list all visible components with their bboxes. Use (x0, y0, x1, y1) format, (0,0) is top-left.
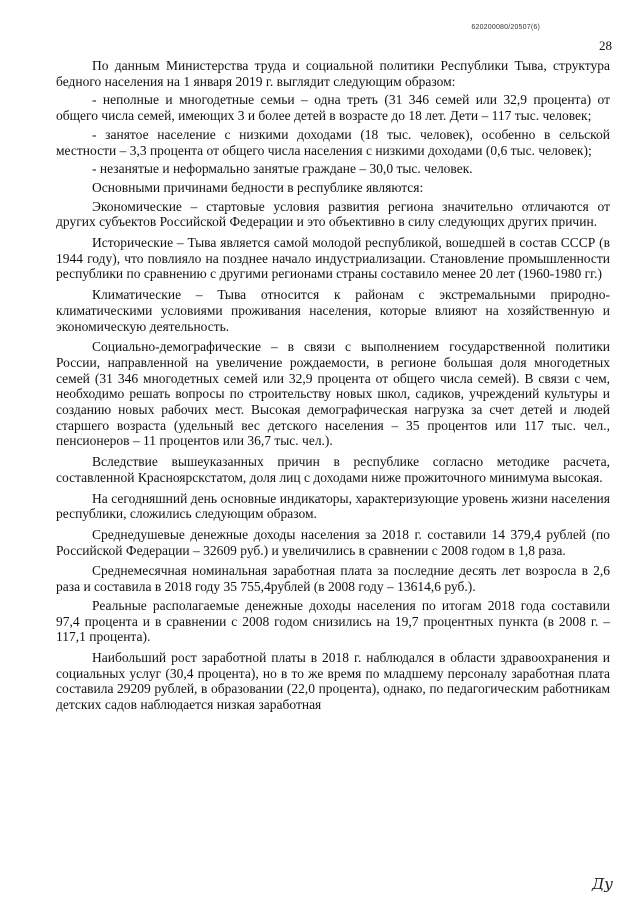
document-body (56, 58, 610, 716)
paragraph-real-income: Реальные располагаемые денежные доходы населения по итогам 2018 года составили 97,4 процента и в сравнении с 2008 годом снизились на 19,7 процентных пункта (в 2008 г. – 117,1 процента). (56, 597, 610, 645)
paragraph-indicators: На сегодняшний день основные индикаторы, характеризующие уровень жизни населения республики, сложились следующим образом. (56, 490, 610, 522)
page-number: 28 (599, 38, 612, 53)
document-id: 620200080/20507(6) (471, 24, 540, 31)
paragraph-intro: По данным Министерства труда и социальной политики Республики Тыва, структура бедного населения на 1 января 2019 г. выглядит следующим образом: (56, 58, 610, 89)
paragraph-income: Среднедушевые денежные доходы населения за 2018 г. составили 14 379,4 рублей (по Российской Федерации – 32609 руб.) и увеличились в сравнении с 2008 годом в 1,8 раза. (56, 526, 610, 558)
paragraph-list-item: - незанятые и неформально занятые граждане – 30,0 тыс. человек. (92, 161, 473, 177)
paragraph-list-item: - занятое население с низкими доходами (18 тыс. человек), особенно в сельской местности – 3,3 процента от общего числа населения с низкими доходами (0,6 тыс. человек); (56, 126, 610, 158)
paragraph-socio-demographic: Социально-демографические – в связи с выполнением государственной политики России, направленной на увеличение рождаемости, в регионе большая доля многодетных семей (31 346 многодетных семей или 32,9 процента от общего числа семей). В связи с чем, необходимо решать вопросы по строительству новых школ, садиков, учреждений культуры и созданию новых рабочих мест. Высокая демографическая нагрузка за счет детей и людей старшего возраста (удельный вес детского населения – 35 процентов или 117 тыс. чел., пенсионеров – 11 процентов или 36,7 тыс. чел.). (56, 339, 610, 449)
paragraph-economic: Экономические – стартовые условия развития региона значительно отличаются от других субъектов Российской Федерации и это объективно в силу следующих других причин. (56, 198, 610, 230)
paragraph-wage-growth: Наибольший рост заработной платы в 2018 г. наблюдался в области здравоохранения и социальных услуг (30,4 процента), но в то же время по младшему персоналу заработная плата составила 29209 рублей, в образовании (22,0 процента), однако, по педагогическим работникам детских садов наблюдается низкая заработная (56, 649, 610, 713)
paragraph-list-item: - неполные и многодетные семьи – одна треть (31 346 семей или 32,9 процента) от общего числа семей, имеющих 3 и более детей в возрасте до 18 лет. Дети – 117 тыс. человек; (56, 92, 610, 124)
paragraph-wages: Среднемесячная номинальная заработная плата за последние десять лет возросла в 2,6 раза и составила в 2018 году 35 755,4рублей (в 2008 году – 13614,6 руб.). (56, 563, 610, 595)
paragraph-causes-heading: Основными причинами бедности в республике являются: (92, 179, 424, 195)
handwritten-initials (590, 873, 618, 895)
initials-mark: Ду (592, 875, 613, 893)
paragraph-climatic: Климатические – Тыва относится к районам с экстремальными природно-климатическими условиями проживания населения, которые влияют на хозяйственную и экономическую деятельность. (56, 287, 610, 334)
paragraph-consequence: Вследствие вышеуказанных причин в республике согласно методике расчета, составленной Красноярскстатом, доля лиц с доходами ниже прожиточного минимума высокая. (56, 454, 610, 485)
paragraph-historical: Исторические – Тыва является самой молодой республикой, вошедшей в состав СССР (в 1944 году), что повлияло на позднее начало индустриализации. Становление промышленности республики по сравнению с другими регионами страны составило менее 20 лет (1960-1980 гг.) (56, 235, 610, 282)
